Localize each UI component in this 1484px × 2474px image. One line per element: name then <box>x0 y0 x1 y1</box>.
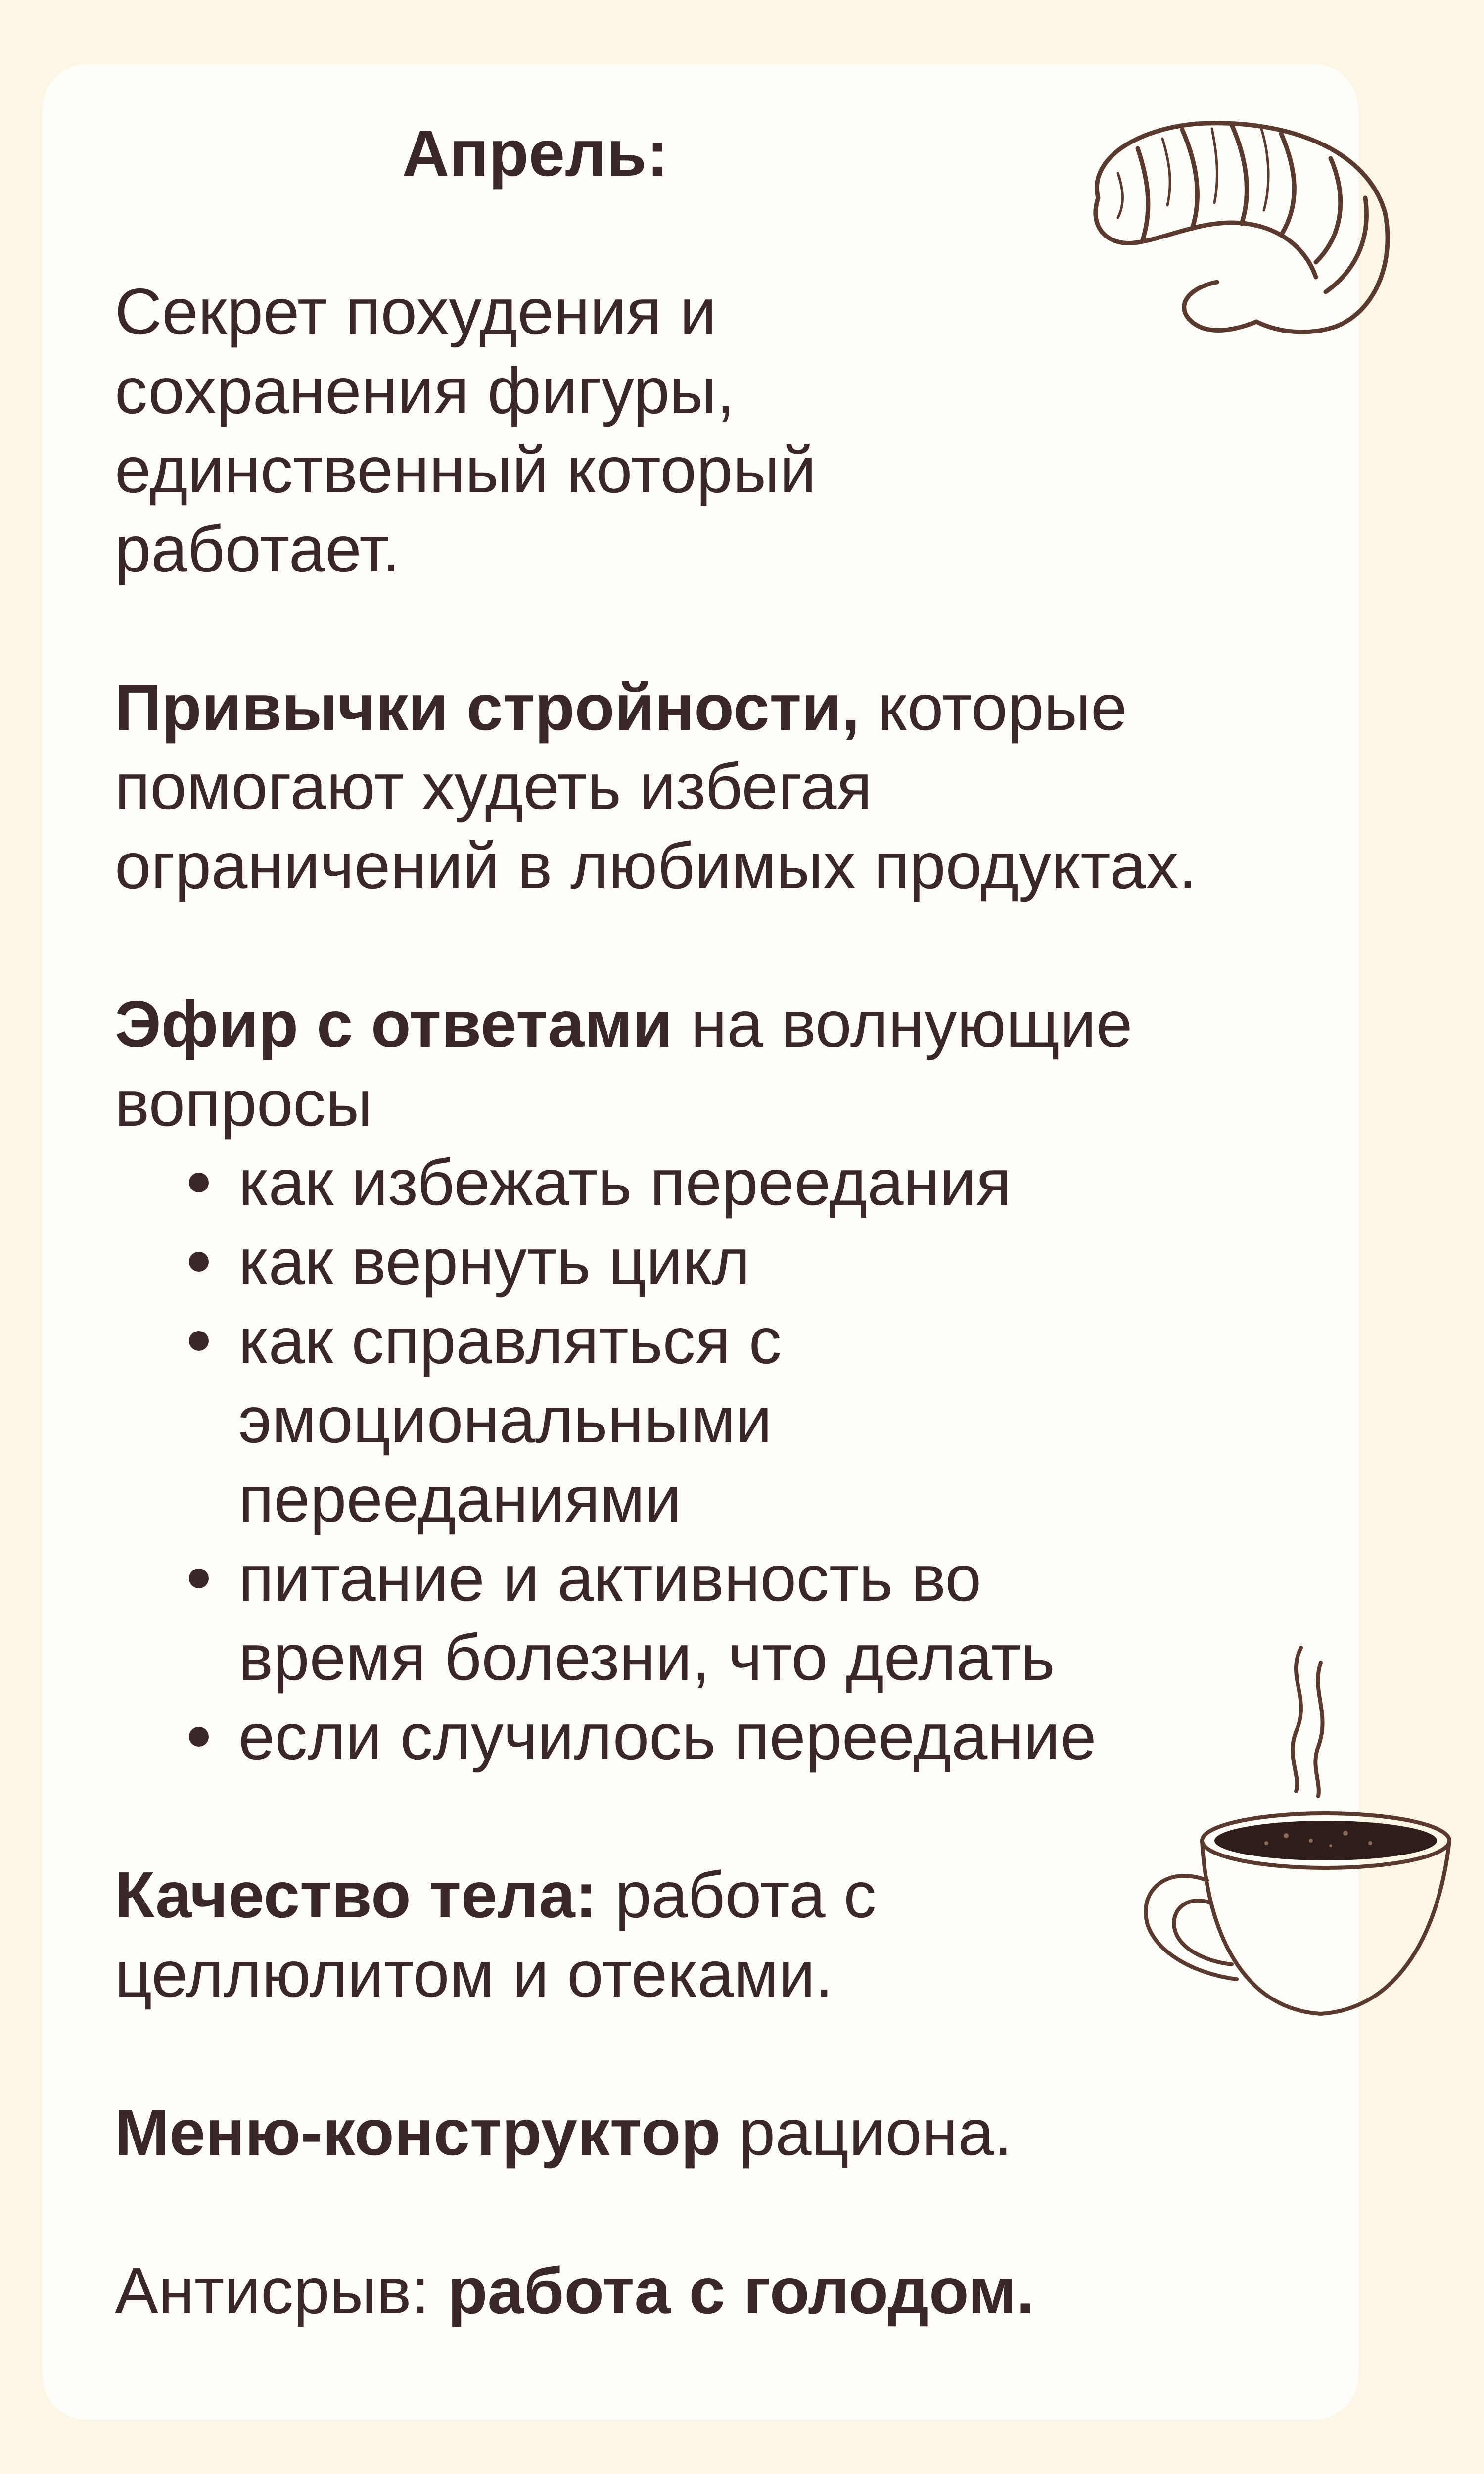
live-topics-list <box>115 1143 1277 1776</box>
page-title: Апрель: <box>402 117 669 190</box>
list-item: как вернуть цикл <box>238 1222 1277 1301</box>
antibreak-paragraph <box>115 2251 1381 2331</box>
antibreak-heading: работа с голодом. <box>447 2254 1035 2327</box>
menu-paragraph <box>115 2093 1381 2172</box>
body-quality-heading: Качество тела: <box>115 1858 597 1931</box>
live-text: на волнующие вопросы <box>115 988 1133 1140</box>
list-item: как избежать переедания <box>238 1143 1277 1222</box>
list-item: питание и активность во время болезни, что делать <box>238 1539 1168 1697</box>
body-quality-text: работа с целлюлитом и отеками. <box>115 1858 877 2010</box>
body-quality-paragraph <box>115 1856 1055 2014</box>
habits-text: которые помогают худеть избегая ограничений в любимых продуктах. <box>115 671 1197 902</box>
menu-heading: Меню-конструктор <box>115 2096 721 2169</box>
habits-heading: Привычки стройности, <box>115 671 860 744</box>
list-item: если случилось переедание <box>238 1697 1277 1776</box>
main-content <box>115 114 1381 2331</box>
intro-text-content: Секрет похудения и сохранения фигуры, единственный который работает. <box>115 275 816 585</box>
live-paragraph <box>115 985 1252 1143</box>
menu-text: рациона. <box>721 2096 1013 2169</box>
habits-paragraph <box>115 668 1252 905</box>
antibreak-label: Антисрыв: <box>115 2254 448 2327</box>
live-heading: Эфир с ответами <box>115 988 673 1060</box>
list-item: как справляться с эмоциональными перееданиями <box>238 1301 906 1539</box>
intro-text <box>115 272 956 589</box>
